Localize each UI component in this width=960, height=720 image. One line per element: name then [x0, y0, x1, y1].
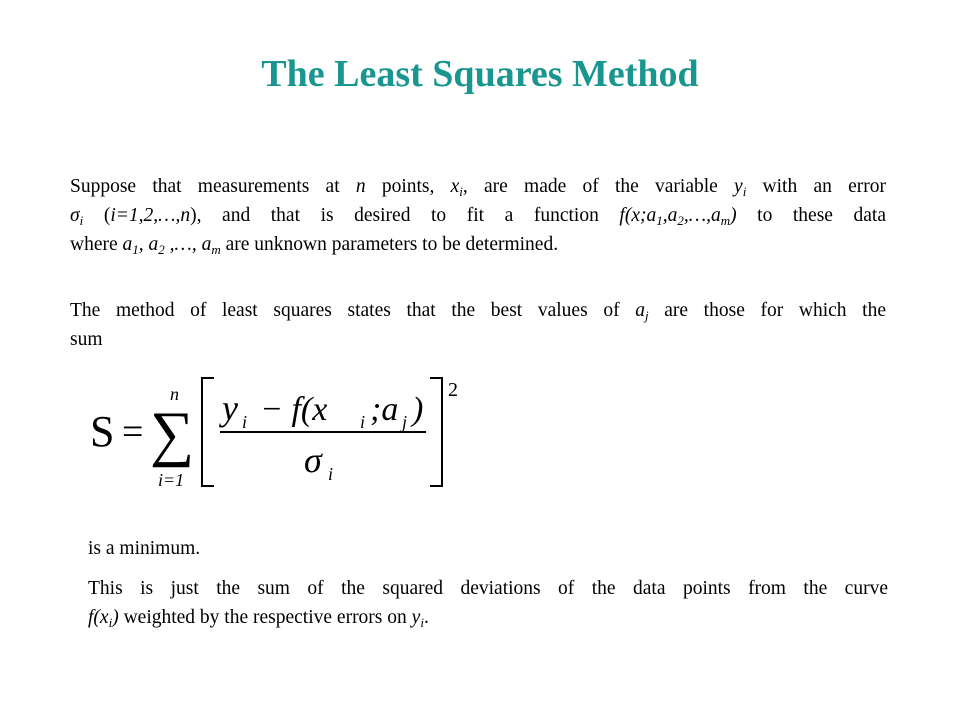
exponent: 2 — [448, 379, 458, 401]
numerator-function: − f(x — [260, 391, 328, 428]
formula-equals: = — [122, 411, 144, 453]
numerator-y-sub: i — [242, 412, 248, 432]
minimum-statement: is a minimum. — [88, 538, 201, 559]
denominator-sigma: σ — [304, 440, 322, 480]
numerator-param-sub: j — [402, 412, 408, 432]
page-title: The Least Squares Method — [261, 53, 699, 95]
right-bracket — [430, 378, 442, 486]
sum-lower-limit: i=1 — [158, 470, 185, 490]
left-bracket — [202, 378, 214, 486]
numerator-close: ) — [412, 391, 424, 428]
summation-symbol: ∑ — [150, 400, 195, 468]
numerator-y: y — [222, 388, 238, 428]
formula-lhs: S — [90, 407, 115, 456]
denominator-sub: i — [328, 464, 334, 484]
least-squares-formula — [88, 362, 488, 492]
explanation-paragraph: This is just the sum of the squared deviations of the data points from the curve $f(x_i)$ weighted by the respective errors on $y_i$. — [88, 578, 888, 630]
numerator-param: ;a — [370, 391, 399, 428]
sum-upper-limit: n — [170, 384, 179, 404]
numerator-x-sub: i — [360, 412, 366, 432]
intro-paragraph: Suppose that measurements at n points, $x_i$, are made of the variable $y_i$ with an error $\sigma_i$ (i=1,2,…,n), and that is desired to fit a function $f(x;a_1,a_2,\dots,a_m)$ to these data where $a_1$, $a_2$ ,…, $a_m$ are unknown parameters to be determined. — [70, 176, 887, 257]
method-paragraph: The method of least squares states that the best values of $a_j$ are those for which the sum — [70, 300, 886, 350]
